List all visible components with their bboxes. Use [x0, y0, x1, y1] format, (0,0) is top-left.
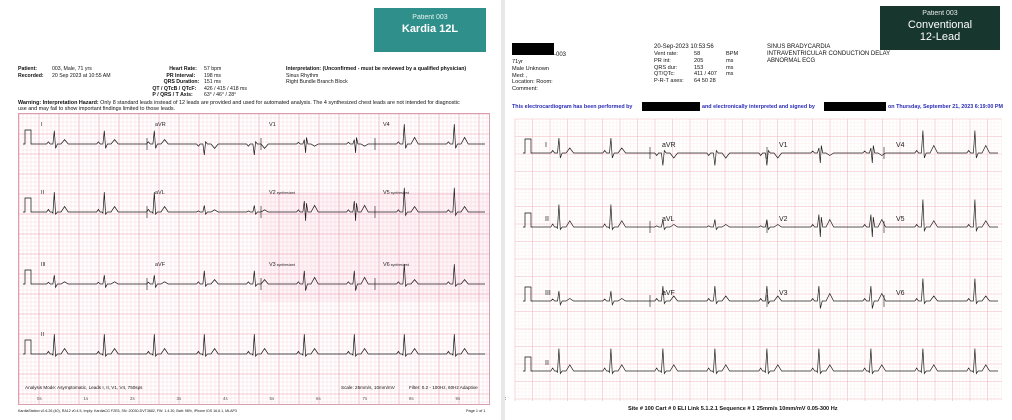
patient-info-line: Location: Room:: [512, 79, 553, 86]
patient-info-line: Med: ,: [512, 72, 528, 79]
synthesized-tag: synthesized: [390, 263, 410, 267]
measure-value: 57 bpm: [204, 66, 222, 72]
measure-value: 205: [694, 57, 704, 64]
time-tick: 8s: [409, 396, 414, 401]
ecg-grid-lines: [515, 119, 1002, 401]
interpretation-title: Interpretation: (Unconfirmed - must be reviewed by a qualified physician): [286, 66, 467, 72]
measure-value: 58: [694, 51, 701, 57]
lead-label: III: [41, 262, 46, 268]
badge-title: [880, 19, 1000, 43]
lead-label: V4: [896, 142, 905, 149]
lead-label: V1: [269, 122, 276, 128]
measure-unit: ms: [726, 57, 734, 64]
ecg-datetime: 20-Sep-2023 10:53:56: [654, 44, 714, 50]
recorded-value: 20 Sep 2023 at 10:55 AM: [52, 72, 111, 79]
lead-label: aVL: [662, 216, 675, 223]
performed-by-text: This electrocardiogram has been performed by: [512, 104, 633, 110]
lead-label: V5synthesized: [383, 190, 410, 196]
measure-unit: BPM: [726, 51, 739, 57]
conventional-ecg-grid: [515, 119, 1002, 401]
device-footer: Site # 100 Cart # 0 ELI Link 5.1.2.1 Sequence # 1 25mm/s 10mm/mV 0.05-300 Hz: [628, 406, 838, 412]
patient-info-line: 71yr: [512, 59, 523, 65]
measure-label: Vent rate:: [654, 51, 678, 57]
measure-label: PR Interval:: [166, 72, 196, 79]
lead-label: V1: [779, 142, 788, 149]
badge-title-line: Conventional: [907, 19, 973, 31]
badge-title: Kardia 12L: [401, 23, 459, 35]
filter-text: Filter: 0.2 - 100Hz, 60Hz Adaptive: [409, 385, 478, 390]
time-tick: 7s: [362, 396, 368, 401]
lead-label: aVF: [662, 290, 675, 297]
measure-value: 411 / 407: [694, 71, 717, 78]
badge-title-line: 12-Lead: [919, 31, 961, 43]
kardia-report: [0, 0, 500, 420]
measure-label: Heart Rate:: [169, 66, 197, 72]
conventional-ecg-traces: [515, 119, 1002, 401]
badge-subtitle: Patient 003: [412, 14, 448, 21]
analysis-mode: Analysis Mode: Asymptomatic, Leads I, II, V1, V4, 750sps: [25, 385, 143, 390]
lead-label: III: [545, 290, 551, 297]
calibration-pulse: [523, 213, 533, 227]
interpretation-line-1: Sinus Rhythm: [286, 72, 319, 79]
measure-value: 151 ms: [204, 79, 222, 85]
time-tick: 3s: [176, 396, 182, 401]
time-tick: 6s: [316, 396, 321, 401]
warning-text: Only 8 standard leads instead of 12 leads are provided and used for automated analysis. The 4 synthesized chest leads are not intended for diagnostic: [100, 100, 460, 106]
measure-value: 426 / 415 / 418 ms: [204, 85, 247, 92]
recorded-label: Recorded:: [18, 72, 44, 79]
patient-info-line: Comment:: [512, 86, 538, 93]
conventional-report: [506, 0, 1012, 420]
calibration-pulse: [523, 139, 533, 153]
lead-label: V6: [896, 290, 905, 297]
kardia-badge: [374, 8, 486, 52]
redacted-name: [512, 43, 554, 55]
warning-text-2: use and may fail to show important findings limited to those leads.: [18, 106, 176, 112]
redacted-performer: [642, 102, 700, 111]
synthesized-tag: synthesized: [390, 191, 410, 195]
measure-unit: ms: [726, 71, 734, 78]
patient-value: 003, Male, 71 yrs: [52, 66, 92, 72]
lead-label: I: [41, 122, 43, 128]
interpretation-line-1: SINUS BRADYCARDIA: [767, 44, 831, 50]
conventional-badge: [880, 6, 1000, 50]
panel-divider: [501, 0, 505, 420]
time-tick: 4s: [223, 396, 228, 401]
synthesized-region: [261, 192, 489, 302]
measure-label: QRS Duration:: [163, 79, 200, 85]
interpretation-line-2: INTRAVENTRICULAR CONDUCTION DELAY: [767, 51, 891, 57]
synthesized-tag: synthesized: [276, 191, 296, 195]
signed-date-text: on Thursday, September 21, 2023 6:19:00 PM: [888, 104, 1003, 110]
measure-label: QT/QTc:: [654, 71, 675, 78]
measure-value: 63° / 46° / 28°: [204, 92, 237, 98]
lead-label: aVL: [155, 190, 165, 196]
kardia-ecg-traces: [19, 114, 489, 404]
time-tick: 1s: [83, 396, 89, 401]
redacted-signer: [824, 102, 886, 111]
patient-label: Patient:: [18, 66, 38, 72]
lead-label: aVR: [662, 142, 676, 149]
measure-value: 64 50 28: [694, 78, 716, 85]
lead-label: II: [545, 216, 549, 223]
lead-label: aVR: [155, 122, 166, 128]
measure-value: 153: [694, 64, 704, 71]
lead-label: V3: [779, 290, 788, 297]
lead-label: II: [41, 332, 45, 338]
signed-by-text: and electronically interpreted and signed by: [702, 104, 815, 110]
interpretation-line-3: ABNORMAL ECG: [767, 58, 816, 64]
lead-label: II: [41, 190, 45, 196]
badge-subtitle: Patient 003: [922, 10, 958, 17]
time-tick: 0s: [37, 396, 42, 401]
time-tick: 2s: [130, 396, 135, 401]
lead-label: V6synthesized: [383, 262, 410, 268]
warning-label: Warning: Interpretation Hazard:: [18, 100, 99, 106]
page-number: Page 1 of 1: [466, 409, 486, 413]
lead-label: I: [545, 142, 547, 149]
interpretation-line-2: Right Bundle Branch Block: [286, 79, 348, 85]
measure-label: QRS dur:: [654, 64, 678, 71]
patient-info-line: Male Unknown: [512, 65, 549, 72]
measure-label: QT / QTcB / QTcF:: [152, 85, 197, 92]
lead-label: V4: [383, 122, 390, 128]
lead-label: aVF: [155, 262, 166, 268]
lead-label: V3synthesized: [269, 262, 296, 268]
synthesized-tag: synthesized: [276, 263, 296, 267]
lead-label: V2synthesized: [269, 190, 296, 196]
measure-unit: ms: [726, 64, 734, 71]
measure-label: P-R-T axes:: [654, 78, 684, 85]
time-tick: 5s: [269, 396, 275, 401]
lead-label: V2: [779, 216, 788, 223]
patient-id: -003: [554, 52, 567, 58]
measure-label: P / QRS / T Axis:: [152, 92, 193, 98]
lead-label: II: [545, 360, 549, 367]
measure-label: PR int:: [654, 57, 671, 64]
kardia-ecg-grid: [18, 113, 490, 405]
bottom-left-info: KardiaStation v2.6.26 (40), RA12 v0.4.5, Imply: KardiaCG F2E5, SN: 20030-DVT3682, FW: 1.4.30, Batt: 98%, iPhone iOS 16.6.1, MLAP3: [18, 409, 237, 413]
time-tick: 9s: [455, 396, 461, 401]
lead-label: V5: [896, 216, 905, 223]
measure-value: 198 ms: [204, 72, 222, 79]
scale-text: Scale: 25mm/s, 10mm/mV: [341, 385, 395, 390]
